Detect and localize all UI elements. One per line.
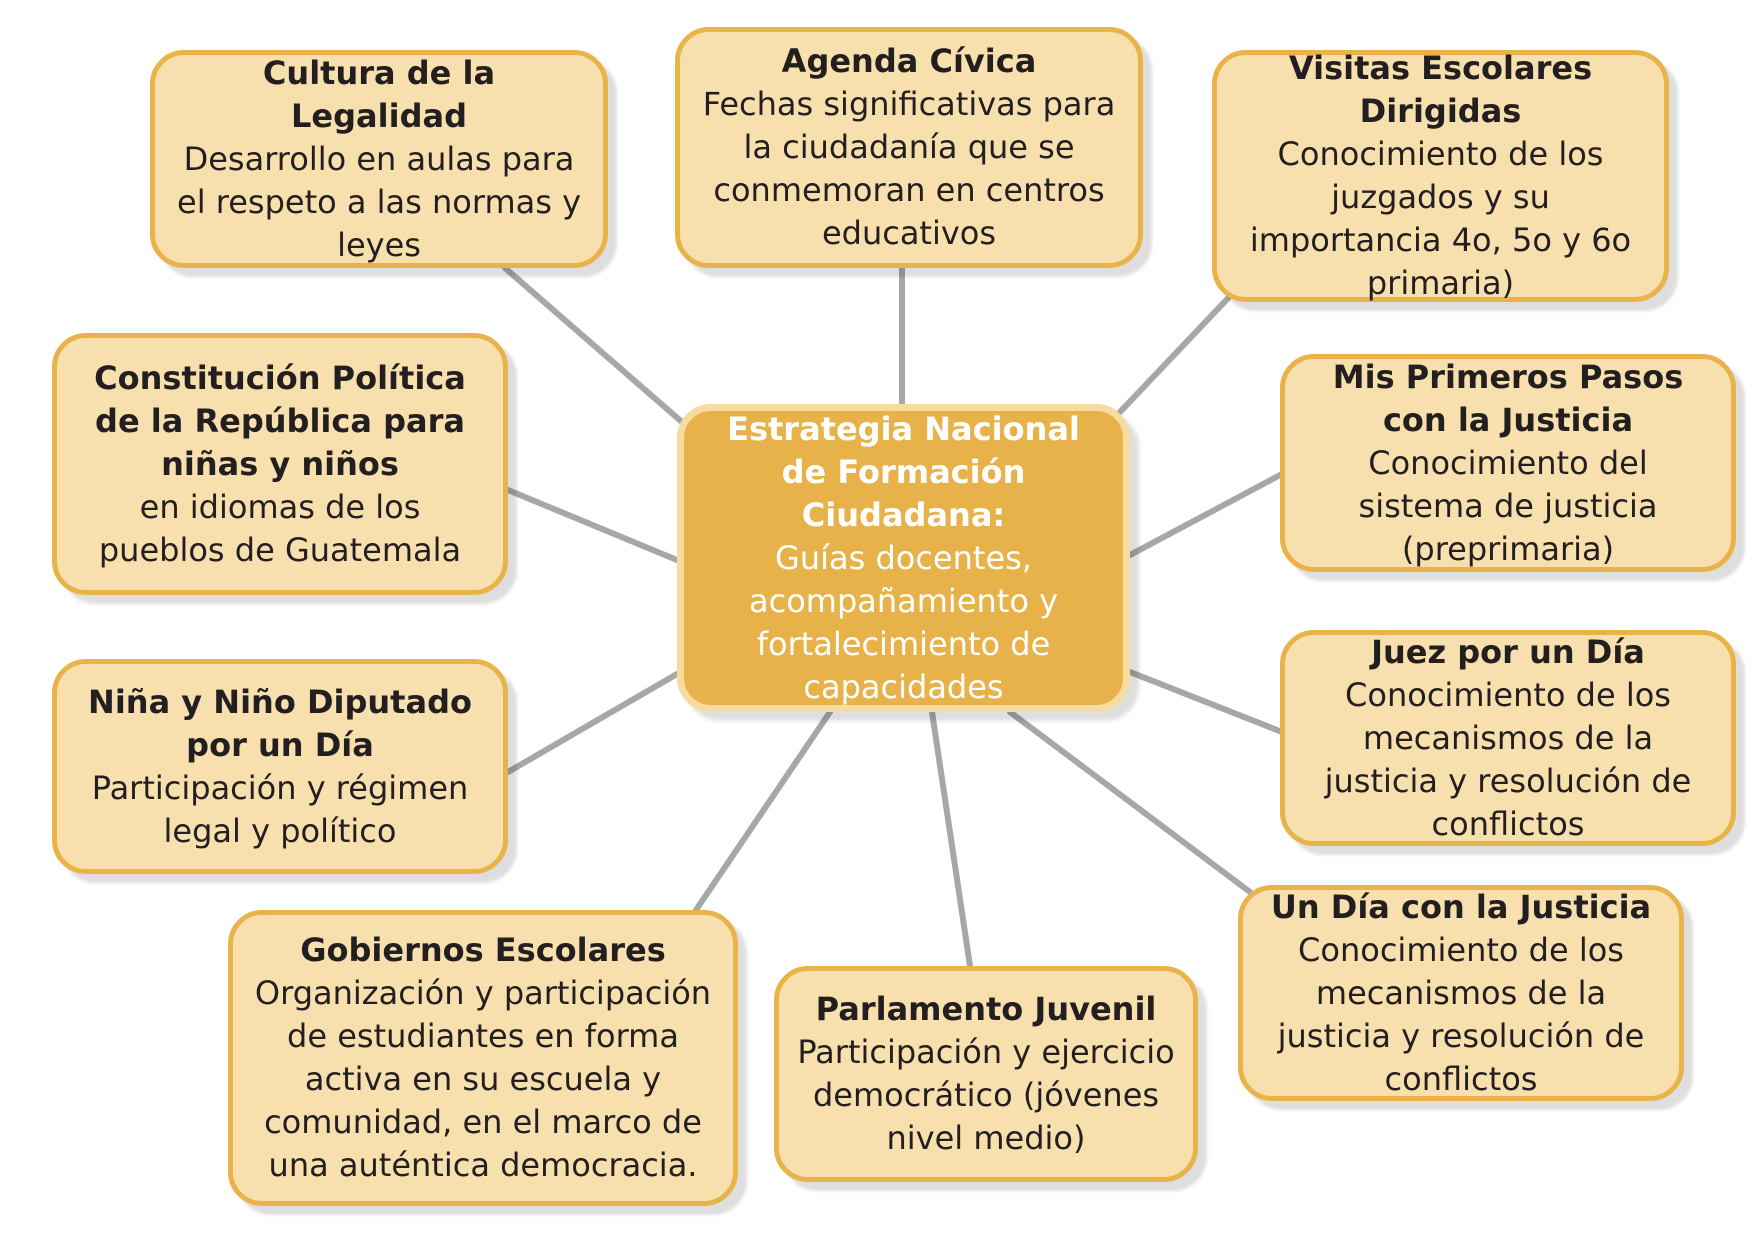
node-cultura-legalidad	[150, 50, 608, 268]
node-title: Parlamento Juvenil	[815, 990, 1157, 1028]
node-description: Fechas significativas para la ciudadanía que se conmemoran en centros educativos	[702, 85, 1116, 252]
node-title: Visitas Escolares Dirigidas	[1288, 49, 1593, 130]
node-description: en idiomas de los pueblos de Guatemala	[98, 487, 462, 569]
connector-pasos	[1130, 474, 1282, 555]
node-un-dia-con-la-justicia	[1238, 885, 1684, 1101]
node-constitucion	[52, 333, 508, 595]
node-description: Participación y ejercicio democrático (jóvenes nivel medio)	[797, 1033, 1175, 1157]
connector-undia	[1010, 712, 1250, 892]
node-title: Gobiernos Escolares	[300, 931, 666, 969]
node-description: Desarrollo en aulas para el respeto a las normas y leyes	[177, 139, 581, 264]
node-title: Constitución Política de la República para niñas y niños	[94, 358, 466, 483]
node-description: Conocimiento de los juzgados y su importancia 4o, 5o y 6o primaria)	[1249, 135, 1632, 302]
connector-cultura	[505, 268, 682, 422]
node-nina-nino-diputado	[52, 659, 508, 874]
node-title: Juez por un Día	[1371, 632, 1645, 671]
node-title: Un Día con la Justicia	[1270, 887, 1652, 926]
node-description: Conocimiento del sistema de justicia (preprimaria)	[1358, 443, 1658, 568]
node-gobiernos-escolares	[228, 910, 738, 1206]
node-title: Agenda Cívica	[781, 42, 1037, 80]
node-title: Cultura de la Legalidad	[262, 53, 496, 135]
node-visitas-escolares	[1212, 50, 1669, 302]
connector-constitucion	[508, 490, 677, 560]
central-description: Guías docentes, acompañamiento y fortalecimiento de capacidades	[748, 538, 1059, 706]
node-description: Organización y participación de estudiantes en forma activa en su escuela y comunidad, en el marco de una auténtica democracia.	[254, 974, 712, 1184]
node-title: Mis Primeros Pasos con la Justicia	[1332, 357, 1684, 439]
node-description: Conocimiento de los mecanismos de la justicia y resolución de conflictos	[1324, 675, 1692, 843]
connector-visitas	[1120, 294, 1232, 412]
node-agenda-civica	[675, 27, 1143, 268]
node-title: Niña y Niño Diputado por un Día	[88, 682, 472, 764]
connector-juez	[1130, 672, 1282, 732]
connector-gobiernos	[696, 712, 830, 910]
central-title: Estrategia Nacional de Formación Ciudadana:	[727, 409, 1080, 534]
node-juez-por-un-dia	[1280, 630, 1736, 846]
connector-diputado	[508, 674, 677, 772]
central-strategy-node	[677, 404, 1130, 712]
node-description: Participación y régimen legal y político	[91, 768, 469, 850]
node-primeros-pasos	[1280, 354, 1736, 572]
node-parlamento-juvenil	[774, 966, 1198, 1182]
node-description: Conocimiento de los mecanismos de la justicia y resolución de conflictos	[1277, 930, 1645, 1098]
connector-parlamento	[932, 712, 970, 966]
